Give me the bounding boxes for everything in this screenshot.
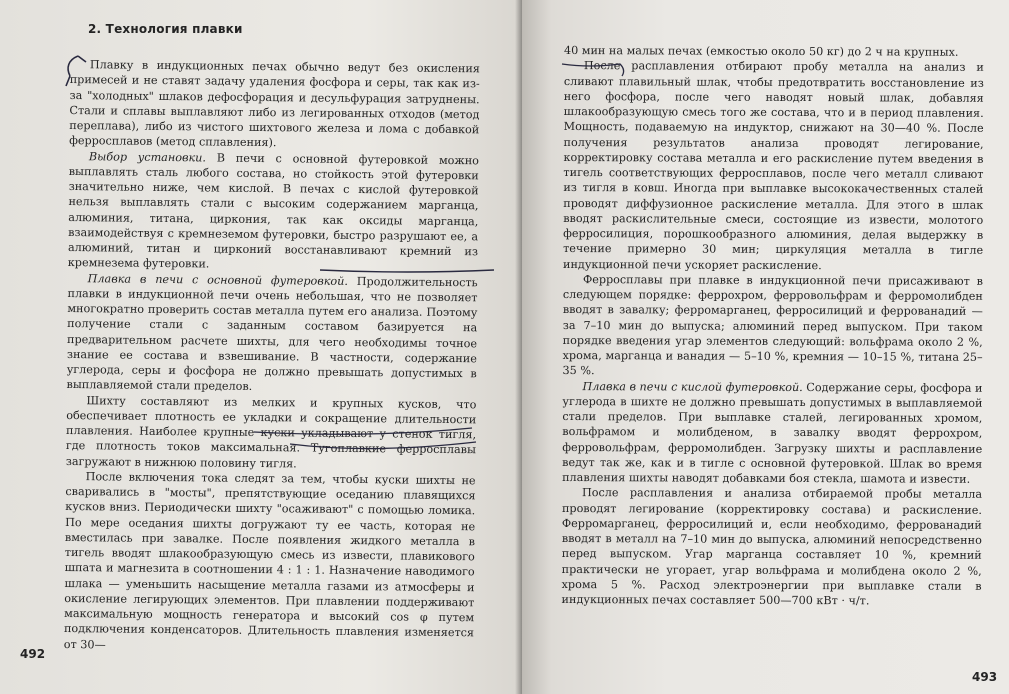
right-paragraph-5: После расплавления и анализа отбираемой пробы металла проводят легирование (корректировку состава) и раскисление. Ферромарганец, ферросилиций и, если необходимо, феррованадий вводят в металл на 7–10 мин до выпуска, алюминий непосредственно перед выпуском. Угар марганца составляет 10 %, кремний практически не угорает, угар вольфрама и молибдена около 2 %, хрома 5 %. Расход электроэнергии при выплавке стали в индукционных печах составляет 500—700 кВт · ч/т. <box>561 486 983 608</box>
right-paragraph-4-body: Содержание серы, фосфора и углерода в шихте не должно превышать допустимых в выплавляемой стали пределов. При выплавке сталей, легированных хромом, вольфрамом и молибденом, в завалку вводят феррохром, ферровольфрам, ферромолибден. Загрузку шихты и расплавление ведут так же, как и в тигле с основной футеровкой. Шлак во время плавления шихты наводят добавками боя стекла, шамота и извести. <box>562 380 983 486</box>
left-paragraph-3 <box>66 270 477 396</box>
left-paragraph-1: Плавку в индукционных печах обычно ведут без окисления примесей и не ставят задачу удаления фосфора и серы, так как из-за "холодных" шлаков дефосфорация и десульфурация затруднены. Стали и сплавы выплавляют либо из легированных отходов (метод переплава), либо из чистого шихтового железа и лома с добавкой ферросплавов (метод сплавления). <box>69 58 480 150</box>
right-paragraph-2: После расплавления отбирают пробу металла на анализ и сливают плавильный шлак, чтобы предотвратить восстановление из него фосфора, после чего наводят новый шлак, добавляя шлакообразующую смесь того же состава, что и в период плавления. Мощность, подаваемую на индуктор, снижают на 30—40 %. После получения результатов анализа проводят легирование, корректировку состава металла и его раскисление путем введения в тигель соответствующих ферросплавов, после чего металл сливают из тигля в ковш. Иногда при выплавке высококачественных сталей проводят диффузионное раскисление металла. Для этого в шлак вводят раскислительные смеси, состоящие из извести, молотого ферросилиция, порошкообразного алюминия, делая выдержку в течение примерно 30 мин; циркуляция металла в тигле индукционной печи ускоряет раскисление. <box>563 59 984 272</box>
right-paragraph-3: Ферросплавы при плавке в индукционной печи присаживают в следующем порядке: феррохром, ферровольфрам и ферромолибден вводят в завалку; ферромарганец, ферросилиций и феррованадий — за 7–10 мин до выпуска; алюминий перед выпуском. При таком порядке введения угар элементов следующий: вольфрама около 2 %, хрома, марганца и ванадия — 5–10 %, кремния — 10–15 %, титана 25–35 %. <box>562 272 983 378</box>
left-paragraph-3-body: Продолжительность плавки в индукционной печи очень небольшая, что не позволяет многократно проверить состав металла путем его анализа. Поэтому получение стали с заданным составом базируется на предварительном расчете шихты, для чего необходимы точное знание ее состава и взвешивание. В частности, содержание углерода, серы и фосфора не должно превышать допустимых в выплавляемой стали пределов. <box>66 274 478 394</box>
subheading-vybor-ustanovki: Выбор установки. <box>88 149 207 164</box>
right-page-text <box>562 43 984 609</box>
right-paragraph-1: 40 мин на малых печах (емкостью около 50 кг) до 2 ч на крупных. <box>563 43 959 59</box>
left-page-number: 492 <box>20 647 46 661</box>
right-paragraph-4 <box>562 378 982 487</box>
left-page-text <box>64 57 480 656</box>
subheading-kislaya-futerovka: Плавка в печи с кислой футеровкой. <box>582 379 803 394</box>
left-paragraph-2-body: В печи с основной футеровкой можно выплавлять сталь любого состава, но стойкость этой футеровки значительно ниже, чем кислой. В печах с кислой футеровкой нельзя выплавлять стали с высоким содержанием марганца, алюминия, титана, циркония, так как оксиды марганца, взаимодействуя с кремнеземом футеровки, быстро разрушают ее, а алюминий, титан и цирконий восстанавливают кремний из кремнезема футеровки. <box>67 150 480 271</box>
right-page-number: 493 <box>972 670 998 684</box>
right-page <box>522 0 1009 694</box>
left-paragraph-4: Шихту составляют из мелких и крупных кусков, что обеспечивает плотность ее укладки и сокращение длительности плавления. Наиболее крупные куски укладывают у стенок тигля, где плотность токов максимальная. Тугоплавкие ферросплавы загружают в нижнюю половину тигля. <box>65 393 477 470</box>
subheading-osnovnaya-futerovka: Плавка в печи с основной футеровкой. <box>87 271 349 288</box>
left-paragraph-2 <box>68 148 479 274</box>
section-title: 2. Технология плавки <box>88 22 243 36</box>
left-paragraph-5: После включения тока следят за тем, чтобы куски шихты не сваривались в "мосты", препятствующие оседанию плавящихся кусков вниз. Периодически шихту "осаживают" с помощью ломика. По мере оседания шихты догружают ту ее часть, которая не вместилась при завалке. После появления жидкого металла в тигель вводят шлакообразующую смесь из извести, плавикового шпата и магнезита в соотношении 4 : 1 : 1. Назначение наводимого шлака — уменьшить насыщение металла газами из атмосферы и окисление легирующих элементов. При плавлении поддерживают максимальную мощность генератора и высокий cos φ путем подключения конденсаторов. Длительность плавления изменяется от 30— <box>63 469 476 651</box>
